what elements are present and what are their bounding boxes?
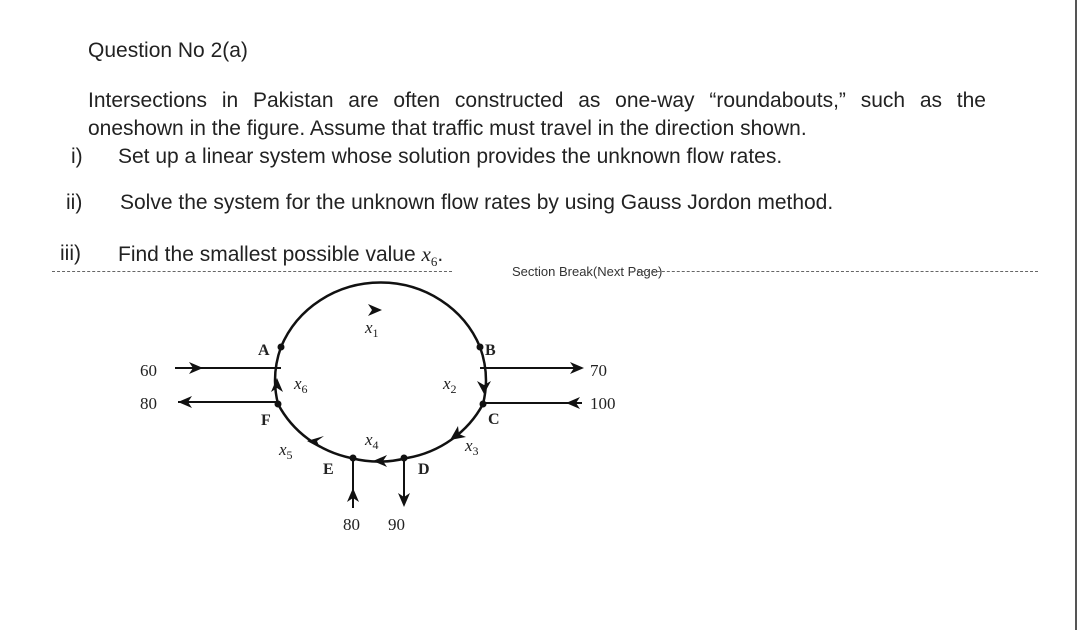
- variable-x6: $x_6$: [421, 242, 438, 270]
- item-number: i): [71, 145, 83, 168]
- junction-a: [278, 344, 285, 351]
- item-text: Solve the system for the unknown flow rates by using Gauss Jordon method.: [120, 191, 834, 214]
- flow-label-x4: $x_4$: [365, 430, 379, 452]
- external-in-left: 60: [140, 361, 157, 380]
- node-label-a: A: [258, 342, 270, 359]
- item-number: ii): [66, 191, 83, 214]
- section-break-label: Section Break(Next Page): [512, 264, 663, 279]
- item-text: Set up a linear system whose solution provides the unknown flow rates.: [118, 145, 783, 168]
- flow-label-x3: $x_3$: [465, 436, 479, 458]
- flow-label-x5: $x_5$: [279, 440, 293, 462]
- item-text: Find the smallest possible value: [118, 243, 416, 266]
- node-label-e: E: [323, 461, 334, 478]
- junction-f: [275, 401, 282, 408]
- arc-f-a: [275, 347, 281, 404]
- junction-dots: [275, 344, 487, 462]
- node-label-d: D: [418, 461, 430, 478]
- node-label-c: C: [488, 411, 500, 428]
- arrowheads: [178, 304, 584, 507]
- node-labels: [258, 342, 500, 478]
- flow-label-x1: $x_1$: [365, 318, 379, 340]
- external-in-right: 100: [590, 394, 616, 413]
- arrow-x6-icon: [271, 378, 283, 392]
- junction-c: [480, 401, 487, 408]
- external-out-right: 70: [590, 361, 607, 380]
- external-out-bottom: 90: [388, 515, 405, 534]
- item-number: iii): [60, 242, 81, 265]
- flow-label-x2: $x_2$: [443, 374, 457, 396]
- arc-a-b: [281, 283, 480, 347]
- arrow-x2-icon: [477, 381, 491, 394]
- external-out-left: 80: [140, 394, 157, 413]
- trailing-period: .: [437, 243, 444, 266]
- arrow-x1-icon: [368, 304, 382, 316]
- question-paragraph: Intersections in Pakistan are often constructed as one-way “roundabouts,” such as the oneshown in the figure. Assume that traffic must travel in the direction shown.: [88, 89, 986, 140]
- junction-e: [350, 455, 357, 462]
- node-label-b: B: [485, 342, 496, 359]
- junction-b: [477, 344, 484, 351]
- question-heading: Question No 2(a): [88, 39, 248, 62]
- node-label-f: F: [261, 412, 271, 429]
- junction-d: [401, 455, 408, 462]
- external-in-bottom: 80: [343, 515, 360, 534]
- flow-label-x6: $x_6$: [294, 374, 308, 396]
